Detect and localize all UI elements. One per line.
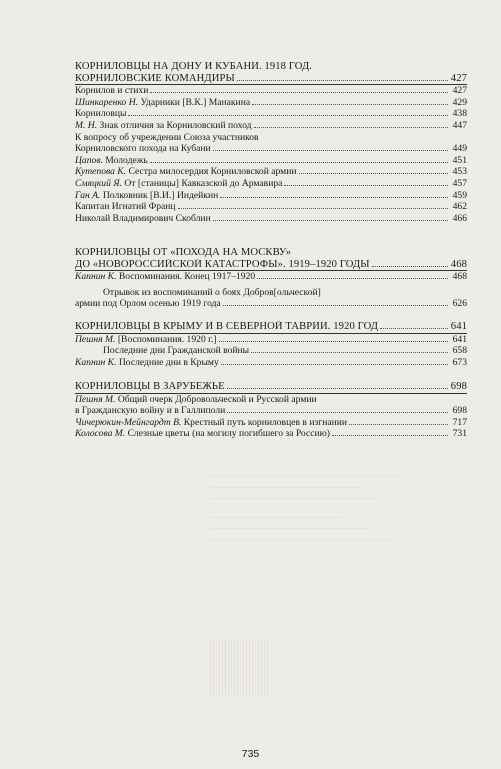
section-title-line: КОРНИЛОВЦЫ В ЗАРУБЕЖЬЕ [75, 381, 225, 392]
toc-entry: Пешня М. [Воспоминания. 1920 г.] 641 [75, 333, 467, 345]
toc-entry: М. Н. Знак отличия за Корниловский поход 447 [75, 119, 467, 131]
toc-entry: Ган А. Полковник [В.И.] Индейкин 459 [75, 189, 467, 201]
toc-entry: Николай Владимирович Скоблин 466 [75, 212, 467, 224]
toc-entry: Цапов. Молодежь 451 [75, 154, 467, 166]
toc-entry: армии под Орлом осенью 1919 года 626 [75, 298, 467, 310]
section-title-line: ДО «НОВОРОССИЙСКОЙ КАТАСТРОФЫ». 1919–1920 ГОДЫ [75, 258, 370, 270]
toc-entry: Отрывок из воспоминаний о боях Добров[ольческой] [103, 286, 321, 298]
section-title-row [75, 259, 467, 271]
toc-entry: Кутепова К. Сестра милосердия Корниловской армии 453 [75, 166, 467, 178]
section-page: 427 [450, 72, 467, 84]
section-page: 641 [450, 321, 467, 332]
section-page: 698 [450, 381, 467, 392]
section-title-row [75, 381, 467, 393]
bleed-through-block [210, 470, 400, 590]
toc-entry: Пешня М. Общий очерк Добровольческой и Русской армии [75, 393, 317, 405]
toc-entry: Капитан Игнатий Франц 462 [75, 201, 467, 213]
entry-author: Капнин К. [75, 271, 117, 283]
toc-entry: Капнин К. Воспоминания. Конец 1917–1920 468 [75, 271, 467, 283]
section-title-line: КОРНИЛОВСКИЕ КОМАНДИРЫ [75, 72, 235, 84]
toc-entry: Корниловского похода на Кубани 449 [75, 143, 467, 155]
entry-author: М. Н. [75, 119, 98, 131]
toc-entry: Колосова М. Слезные цветы (на могилу погибшего за Россию) 731 [75, 428, 467, 440]
toc-entry: Смяцкий Я. От [станицы] Кавказской до Армавира 457 [75, 177, 467, 189]
entry-author: Цапов. [75, 154, 103, 166]
toc-entry: Капнин К. Последние дни в Крыму 673 [75, 356, 467, 368]
page-number: 735 [241, 748, 260, 760]
toc-entry: Шинкаренко Н. Ударники [В.К.] Манакина 429 [75, 96, 467, 108]
section-title: КОРНИЛОВЦЫ ОТ «ПОХОДА НА МОСКВУ» [75, 247, 292, 258]
toc-section-abroad [75, 381, 467, 440]
toc-entry: К вопросу об учреждении Союза участников [75, 131, 259, 143]
entry-author: Пешня М. [75, 393, 116, 405]
entry-author: Кутепова К. [75, 166, 127, 178]
entry-author: Чичерюкин-Мейнгардт В. [75, 416, 182, 428]
entry-author: Капнин К. [75, 356, 117, 368]
toc-section-don-kuban [75, 61, 467, 224]
section-title: КОРНИЛОВЦЫ НА ДОНУ И КУБАНИ. 1918 ГОД. [75, 61, 313, 72]
toc-entry: в Гражданскую войну и в Галлиполи 698 [75, 405, 467, 417]
section-title-row [75, 321, 467, 333]
entry-author: Пешня М. [75, 333, 116, 345]
toc-section-moscow-campaign [75, 247, 467, 310]
toc-entry: Корнилов и стихи 427 [75, 85, 467, 97]
entry-author: Шинкаренко Н. [75, 96, 139, 108]
entry-author: Колосова М. [75, 428, 126, 440]
toc-entry: Чичерюкин-Мейнгардт В. Крестный путь корниловцев в изгнании 717 [75, 416, 467, 428]
toc-entry: Корниловцы 438 [75, 108, 467, 120]
entry-author: Ган А. [75, 189, 101, 201]
toc-section-crimea [75, 321, 467, 368]
section-title-row [75, 73, 467, 85]
section-page: 468 [450, 258, 467, 270]
entry-author: Смяцкий Я. [75, 177, 122, 189]
toc-entry: Последние дни Гражданской войны 658 [103, 345, 467, 357]
bleed-through-barcode [210, 640, 270, 695]
section-title-line: КОРНИЛОВЦЫ В КРЫМУ И В СЕВЕРНОЙ ТАВРИИ. 1920 ГОД [75, 321, 379, 332]
